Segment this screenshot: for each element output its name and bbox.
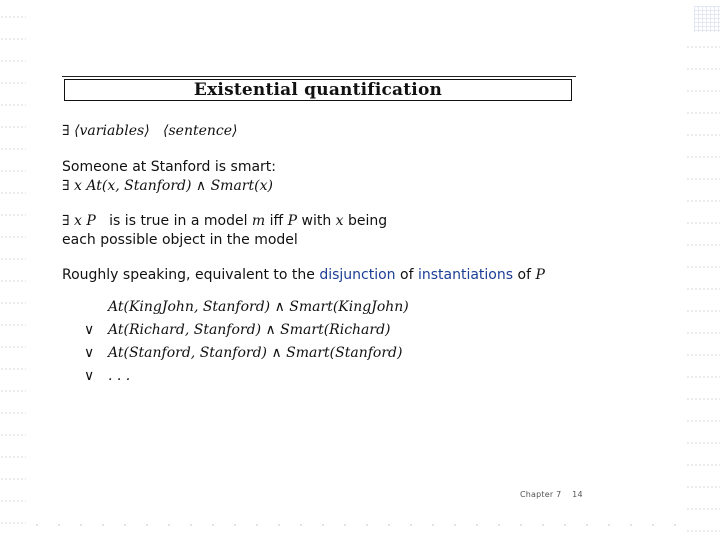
left-margin-dots [0, 0, 26, 540]
semantics-being: being [343, 213, 388, 229]
example-block [62, 158, 276, 196]
instantiation-row [84, 319, 409, 342]
semantics-formula: ∃ x P [62, 213, 96, 229]
syntax-line [62, 122, 238, 141]
disjunction-operator: ∨ [84, 322, 95, 338]
instantiation-text: . . . [108, 368, 131, 384]
roughly-of-2: of [513, 267, 536, 283]
semantics-m: m [251, 213, 266, 229]
slide-title: Existential quantification [193, 80, 443, 100]
right-margin-dots [686, 30, 720, 540]
roughly-P: P [535, 267, 545, 283]
roughly-lead: Roughly speaking, equivalent to the [62, 267, 320, 283]
instantiation-text: At(Stanford, Stanford) ∧ Smart(Stanford) [108, 345, 403, 361]
syntax-variables: ⟨variables⟩ [74, 123, 150, 139]
semantics-line-1 [62, 212, 387, 231]
semantics-with: with [297, 213, 336, 229]
footer-page-number: 14 [572, 490, 583, 499]
semantics-block [62, 212, 387, 250]
example-text: Someone at Stanford is smart: [62, 159, 276, 175]
instantiation-row [84, 342, 409, 365]
instantiation-row [84, 296, 409, 319]
slide-footer [520, 490, 583, 499]
disjunction-link[interactable]: disjunction [319, 267, 396, 283]
title-rule [62, 76, 576, 77]
disjunction-operator: ∨ [84, 368, 95, 384]
corner-grid-decoration [694, 6, 720, 32]
example-formula: ∃ x At(x, Stanford) ∧ Smart(x) [62, 178, 273, 194]
disjunction-operator [84, 296, 108, 319]
instantiations-link[interactable]: instantiations [417, 267, 514, 283]
roughly-of-1: of [395, 267, 418, 283]
semantics-line-2: each possible object in the model [62, 232, 298, 248]
semantics-iff: iff [265, 213, 288, 229]
title-box [64, 79, 572, 101]
instantiation-text: At(Richard, Stanford) ∧ Smart(Richard) [108, 322, 391, 338]
disjunction-operator: ∨ [84, 345, 95, 361]
syntax-sentence: ⟨sentence⟩ [163, 123, 238, 139]
footer-chapter: Chapter 7 [520, 490, 562, 499]
semantics-P: P [287, 213, 298, 229]
semantics-text-a: is is true in a model [109, 213, 252, 229]
instantiation-list [84, 296, 409, 388]
exists-symbol: ∃ [62, 123, 70, 139]
roughly-line [62, 266, 545, 285]
bottom-navigation-dots [26, 520, 686, 530]
instantiation-text: At(KingJohn, Stanford) ∧ Smart(KingJohn) [108, 299, 409, 315]
instantiation-row [84, 365, 409, 388]
semantics-x: x [335, 213, 344, 229]
